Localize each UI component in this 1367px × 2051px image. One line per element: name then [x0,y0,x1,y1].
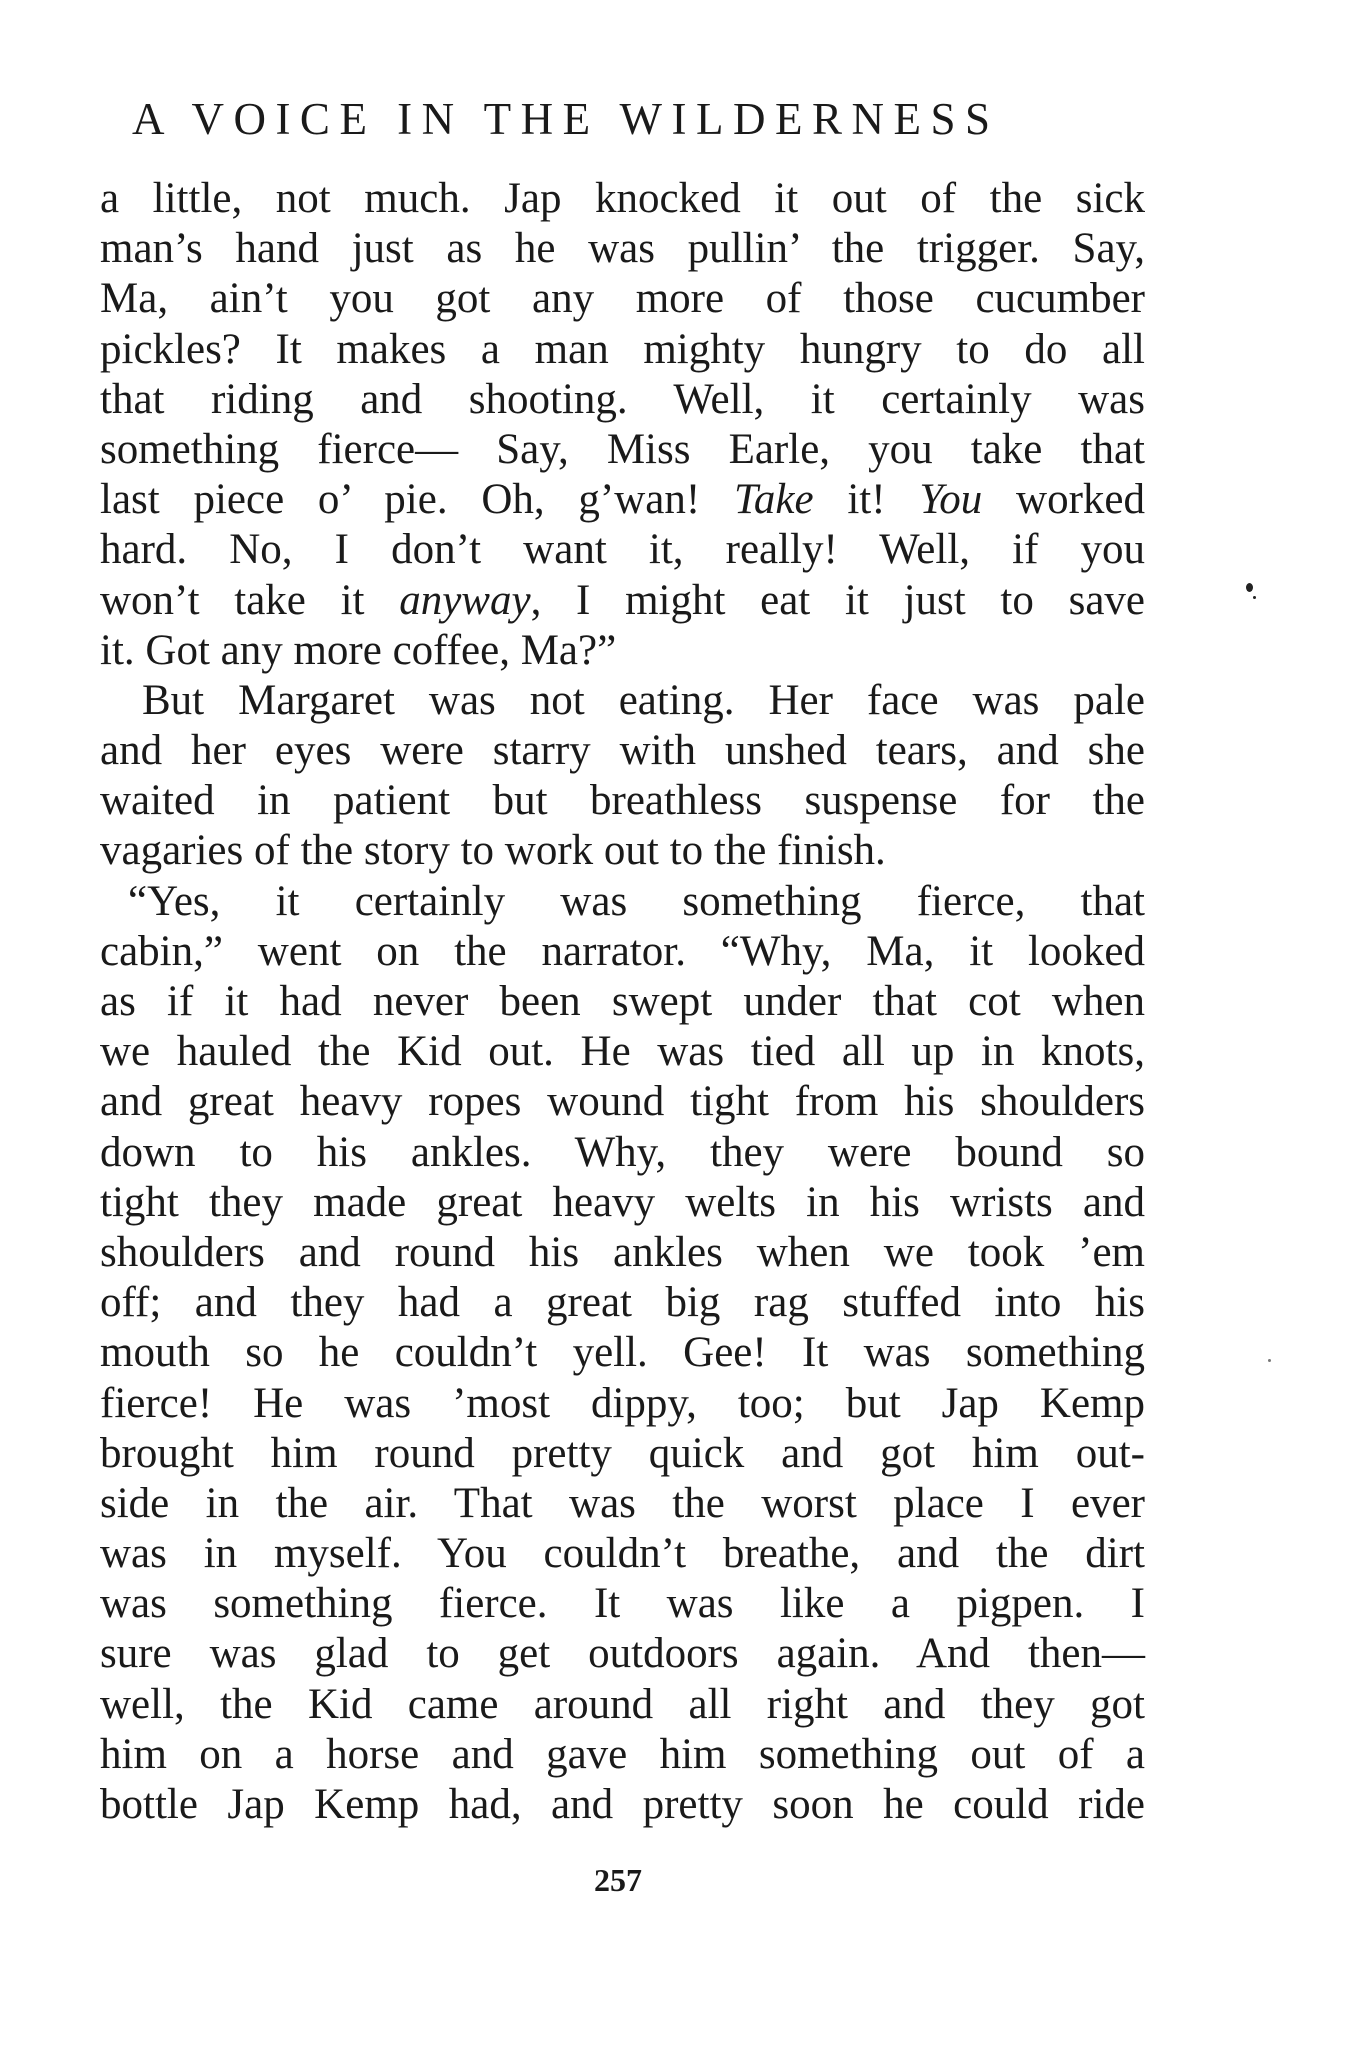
text-line: bottle Jap Kemp had, and pretty soon he could ride [100,1781,1145,1828]
text-line: we hauled the Kid out. He was tied all up in knots, [100,1028,1145,1076]
text-line: shoulders and round his ankles when we took ’em [100,1228,1145,1276]
text-line: that riding and shooting. Well, it certainly was [100,375,1145,423]
text-line: as if it had never been swept under that cot when [100,978,1145,1025]
text-line: cabin,” went on the narrator. “Why, Ma, it looked [100,927,1145,975]
ink-speck [1253,596,1256,599]
ink-speck [1268,1359,1271,1362]
paragraph-start-line: But Margaret was not eating. Her face was pale [142,676,1145,724]
text-line: and great heavy ropes wound tight from his shoulders [100,1078,1145,1126]
text-line: him on a horse and gave him something out of a [100,1730,1145,1778]
text-line: down to his ankles. Why, they were bound so [100,1128,1145,1176]
text-line: side in the air. That was the worst place I ever [100,1479,1145,1527]
text-line: man’s hand just as he was pullin’ the trigger. Say, [100,225,1145,273]
text-line: vagaries of the story to work out to the finish. [100,827,886,875]
text-line: mouth so he couldn’t yell. Gee! It was something [100,1329,1145,1377]
text-line: it. Got any more coffee, Ma?” [100,626,617,674]
text-line: and her eyes were starry with unshed tears, and she [100,727,1145,775]
text-line: waited in patient but breathless suspense for the [100,777,1145,825]
text-line: pickles? It makes a man mighty hungry to do all [100,325,1145,373]
text-line: last piece o’ pie. Oh, g’wan! Take it! You worked [100,476,1145,524]
page-number: 257 [594,1862,642,1898]
running-head: A VOICE IN THE WILDERNESS [132,94,1000,144]
text-line: was something fierce. It was like a pigpen. I [100,1580,1145,1628]
text-line: Ma, ain’t you got any more of those cucumber [100,275,1145,323]
text-line: brought him round pretty quick and got him out- [100,1429,1145,1477]
paragraph-start-line: “Yes, it certainly was something fierce, that [128,877,1145,925]
text-line: a little, not much. Jap knocked it out of the sick [100,175,1145,222]
text-line: fierce! He was ’most dippy, too; but Jap Kemp [100,1379,1145,1427]
text-line: was in myself. You couldn’t breathe, and the dirt [100,1530,1145,1578]
text-line: hard. No, I don’t want it, really! Well, if you [100,526,1145,574]
ink-speck [1246,583,1253,592]
text-line: off; and they had a great big rag stuffed into his [100,1279,1145,1327]
text-line: tight they made great heavy welts in his wrists and [100,1178,1145,1226]
body-text [100,174,1145,1830]
text-line: something fierce— Say, Miss Earle, you take that [100,425,1145,473]
text-line: won’t take it anyway, I might eat it just to save [100,576,1145,624]
text-line: well, the Kid came around all right and they got [100,1680,1145,1728]
text-line: sure was glad to get outdoors again. And then— [100,1630,1145,1678]
